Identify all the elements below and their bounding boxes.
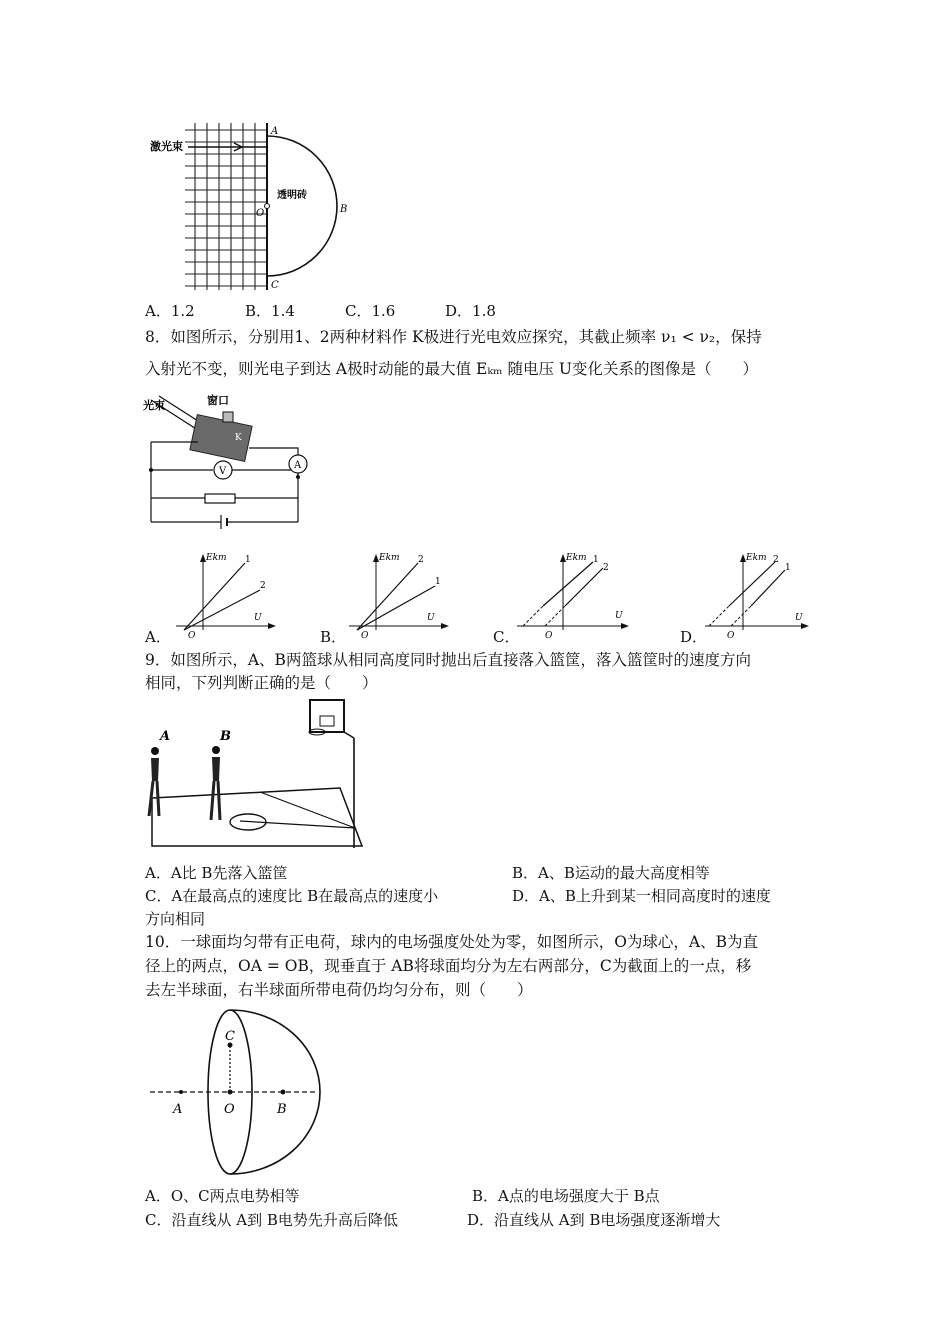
q8c-line1-label: 1: [593, 555, 599, 565]
q8-stem-line1: 8．如图所示，分别用1、2两种材料作 K极进行光电效应探究，其截止频率 ν₁ < ν₂，保持: [145, 328, 762, 346]
q9-option-d[interactable]: D．A、B上升到某一相同高度时的速度: [512, 887, 771, 905]
q7-option-a[interactable]: A．1.2: [145, 302, 195, 320]
q9-label-a: A: [160, 729, 171, 744]
q9-option-c[interactable]: C．A在最高点的速度比 B在最高点的速度小: [145, 887, 439, 905]
q10-stem-line2: 径上的两点，OA = OB，现垂直于 AB将球面均分为左右两部分，C为截面上的一点，移: [145, 957, 752, 975]
q10-label-c: C: [225, 1029, 235, 1044]
q8b-origin: O: [361, 631, 369, 638]
q8d-line2-label: 2: [773, 555, 779, 565]
q10-hemisphere-figure: [145, 1005, 345, 1180]
q8-light-label: 光束: [143, 399, 165, 412]
q10-option-a[interactable]: A．O、C两点电势相等: [145, 1187, 300, 1205]
q10-stem-line3: 去左半球面，右半球面所带电荷仍均匀分布，则（ ）: [145, 981, 533, 999]
q8a-line2-label: 2: [260, 581, 266, 591]
q8b-y-label: Ekm: [379, 553, 400, 563]
q8a-x-label: U: [254, 613, 262, 623]
q10-option-c[interactable]: C．沿直线从 A到 B电势先升高后降低: [145, 1211, 398, 1229]
q8d-y-label: Ekm: [746, 553, 767, 563]
q7-label-c: C: [271, 280, 279, 291]
q8c-y-label: Ekm: [566, 553, 587, 563]
q7-label-b: B: [340, 204, 348, 215]
q8-option-a[interactable]: A．: [145, 628, 171, 646]
q8d-origin: O: [727, 631, 735, 638]
q8-stem-line2: 入射光不变，则光电子到达 A极时动能的最大值 Eₖₘ 随电压 U变化关系的图像是（ ）: [145, 360, 758, 378]
q9-option-a[interactable]: A．A比 B先落入篮筐: [145, 864, 288, 882]
q8-window-label: 窗口: [207, 394, 229, 407]
q8-graph-d: [703, 548, 813, 638]
q8-option-b[interactable]: B．: [320, 628, 347, 646]
q10-label-o: O: [224, 1102, 235, 1117]
q10-option-d[interactable]: D．沿直线从 A到 B电场强度逐渐增大: [467, 1211, 721, 1229]
q8b-line2-label: 2: [418, 555, 424, 565]
q8a-origin: O: [188, 631, 196, 638]
q7-figure: [150, 118, 360, 298]
q8-circuit-figure: [143, 392, 318, 537]
q10-label-b: B: [277, 1102, 287, 1117]
q8a-y-label: Ekm: [206, 553, 227, 563]
q8-voltmeter-label: V: [219, 466, 227, 477]
q9-option-d-cont: 方向相同: [145, 910, 206, 928]
q8-graph-b: [343, 548, 453, 638]
q7-brick-label: 透明砖: [277, 190, 307, 201]
q9-label-b: B: [220, 729, 231, 744]
q8-k-label: K: [235, 433, 242, 443]
q8b-x-label: U: [427, 613, 435, 623]
q7-label-a: A: [271, 126, 279, 137]
q10-option-b[interactable]: B．A点的电场强度大于 B点: [472, 1187, 660, 1205]
q8c-line2-label: 2: [603, 563, 609, 573]
q7-option-c[interactable]: C．1.6: [345, 302, 396, 320]
q10-stem-line1: 10．一球面均匀带有正电荷，球内的电场强度处处为零，如图所示，O为球心，A、B为直: [145, 933, 759, 951]
q9-option-b[interactable]: B．A、B运动的最大高度相等: [512, 864, 710, 882]
q9-stem-line2: 相同，下列判断正确的是（ ）: [145, 674, 378, 692]
q10-label-a: A: [173, 1102, 183, 1117]
q8-option-c[interactable]: C．: [493, 628, 520, 646]
q7-option-d[interactable]: D．1.8: [445, 302, 496, 320]
q7-option-b[interactable]: B．1.4: [245, 302, 295, 320]
q8b-line1-label: 1: [435, 577, 441, 587]
q8-graph-a: [170, 548, 280, 638]
q9-stem-line1: 9．如图所示，A、B两篮球从相同高度同时抛出后直接落入篮筐，落入篮筐时的速度方向: [145, 651, 751, 669]
q8a-line1-label: 1: [245, 555, 251, 565]
q8c-x-label: U: [615, 611, 623, 621]
q8-ammeter-label: A: [294, 460, 302, 471]
q8-graph-c: [513, 548, 633, 638]
q8d-line1-label: 1: [785, 563, 791, 573]
q7-label-o: O: [256, 208, 265, 219]
q8-option-d[interactable]: D．: [680, 628, 708, 646]
q8d-x-label: U: [795, 613, 803, 623]
q9-basketball-figure: [140, 696, 370, 856]
q8c-origin: O: [545, 631, 553, 638]
q7-light-label: 激光束: [150, 140, 183, 153]
